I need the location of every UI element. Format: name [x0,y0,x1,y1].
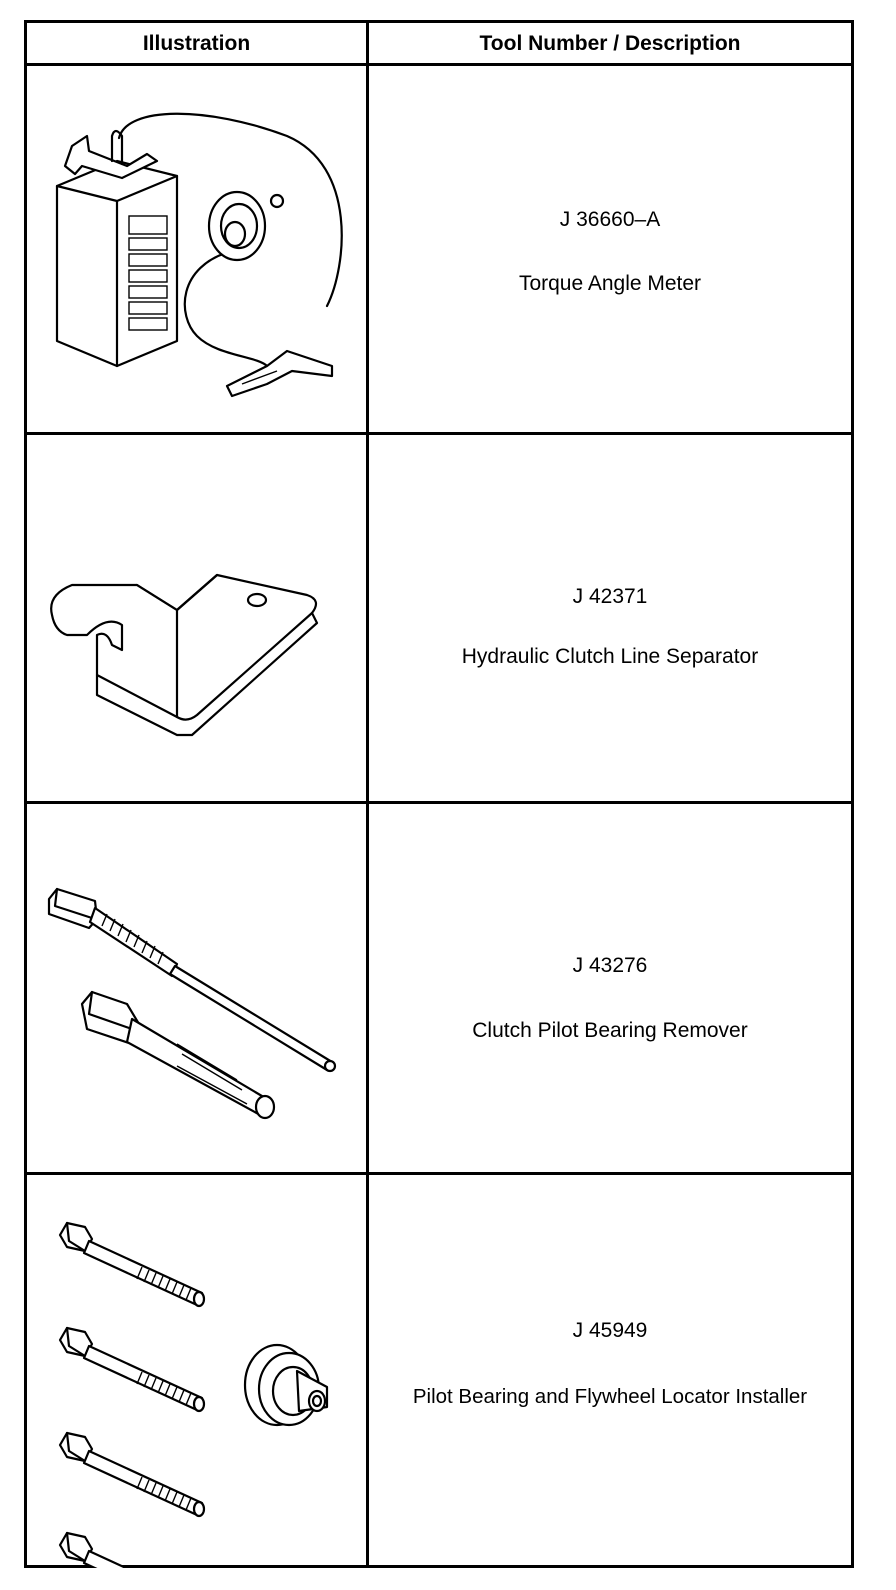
illustration-cell [27,66,366,432]
tool-name: Pilot Bearing and Flywheel Locator Installer [412,1385,808,1408]
tool-description-cell [369,804,851,1172]
tool-number: J 42371 [572,585,648,608]
tool-name: Hydraulic Clutch Line Separator [461,645,759,668]
clutch-line-separator-icon [27,435,366,801]
tool-number: J 43276 [572,954,648,977]
illustration-cell [27,435,366,801]
tool-number: J 45949 [572,1319,648,1342]
header-illustration: Illustration [142,32,251,55]
illustration-cell [27,1175,366,1568]
pilot-bearing-installer-icon [27,1175,366,1568]
tool-number: J 36660–A [559,208,661,231]
tool-description-cell [369,435,851,801]
pilot-bearing-remover-icon [27,804,366,1172]
header-tool-description: Tool Number / Description [479,32,741,55]
tool-name: Torque Angle Meter [518,272,702,295]
tools-table [24,20,854,1568]
tool-description-cell [369,1175,851,1568]
tool-name: Clutch Pilot Bearing Remover [472,1019,748,1042]
illustration-cell [27,804,366,1172]
torque-angle-meter-icon [27,66,366,432]
tool-description-cell [369,66,851,432]
